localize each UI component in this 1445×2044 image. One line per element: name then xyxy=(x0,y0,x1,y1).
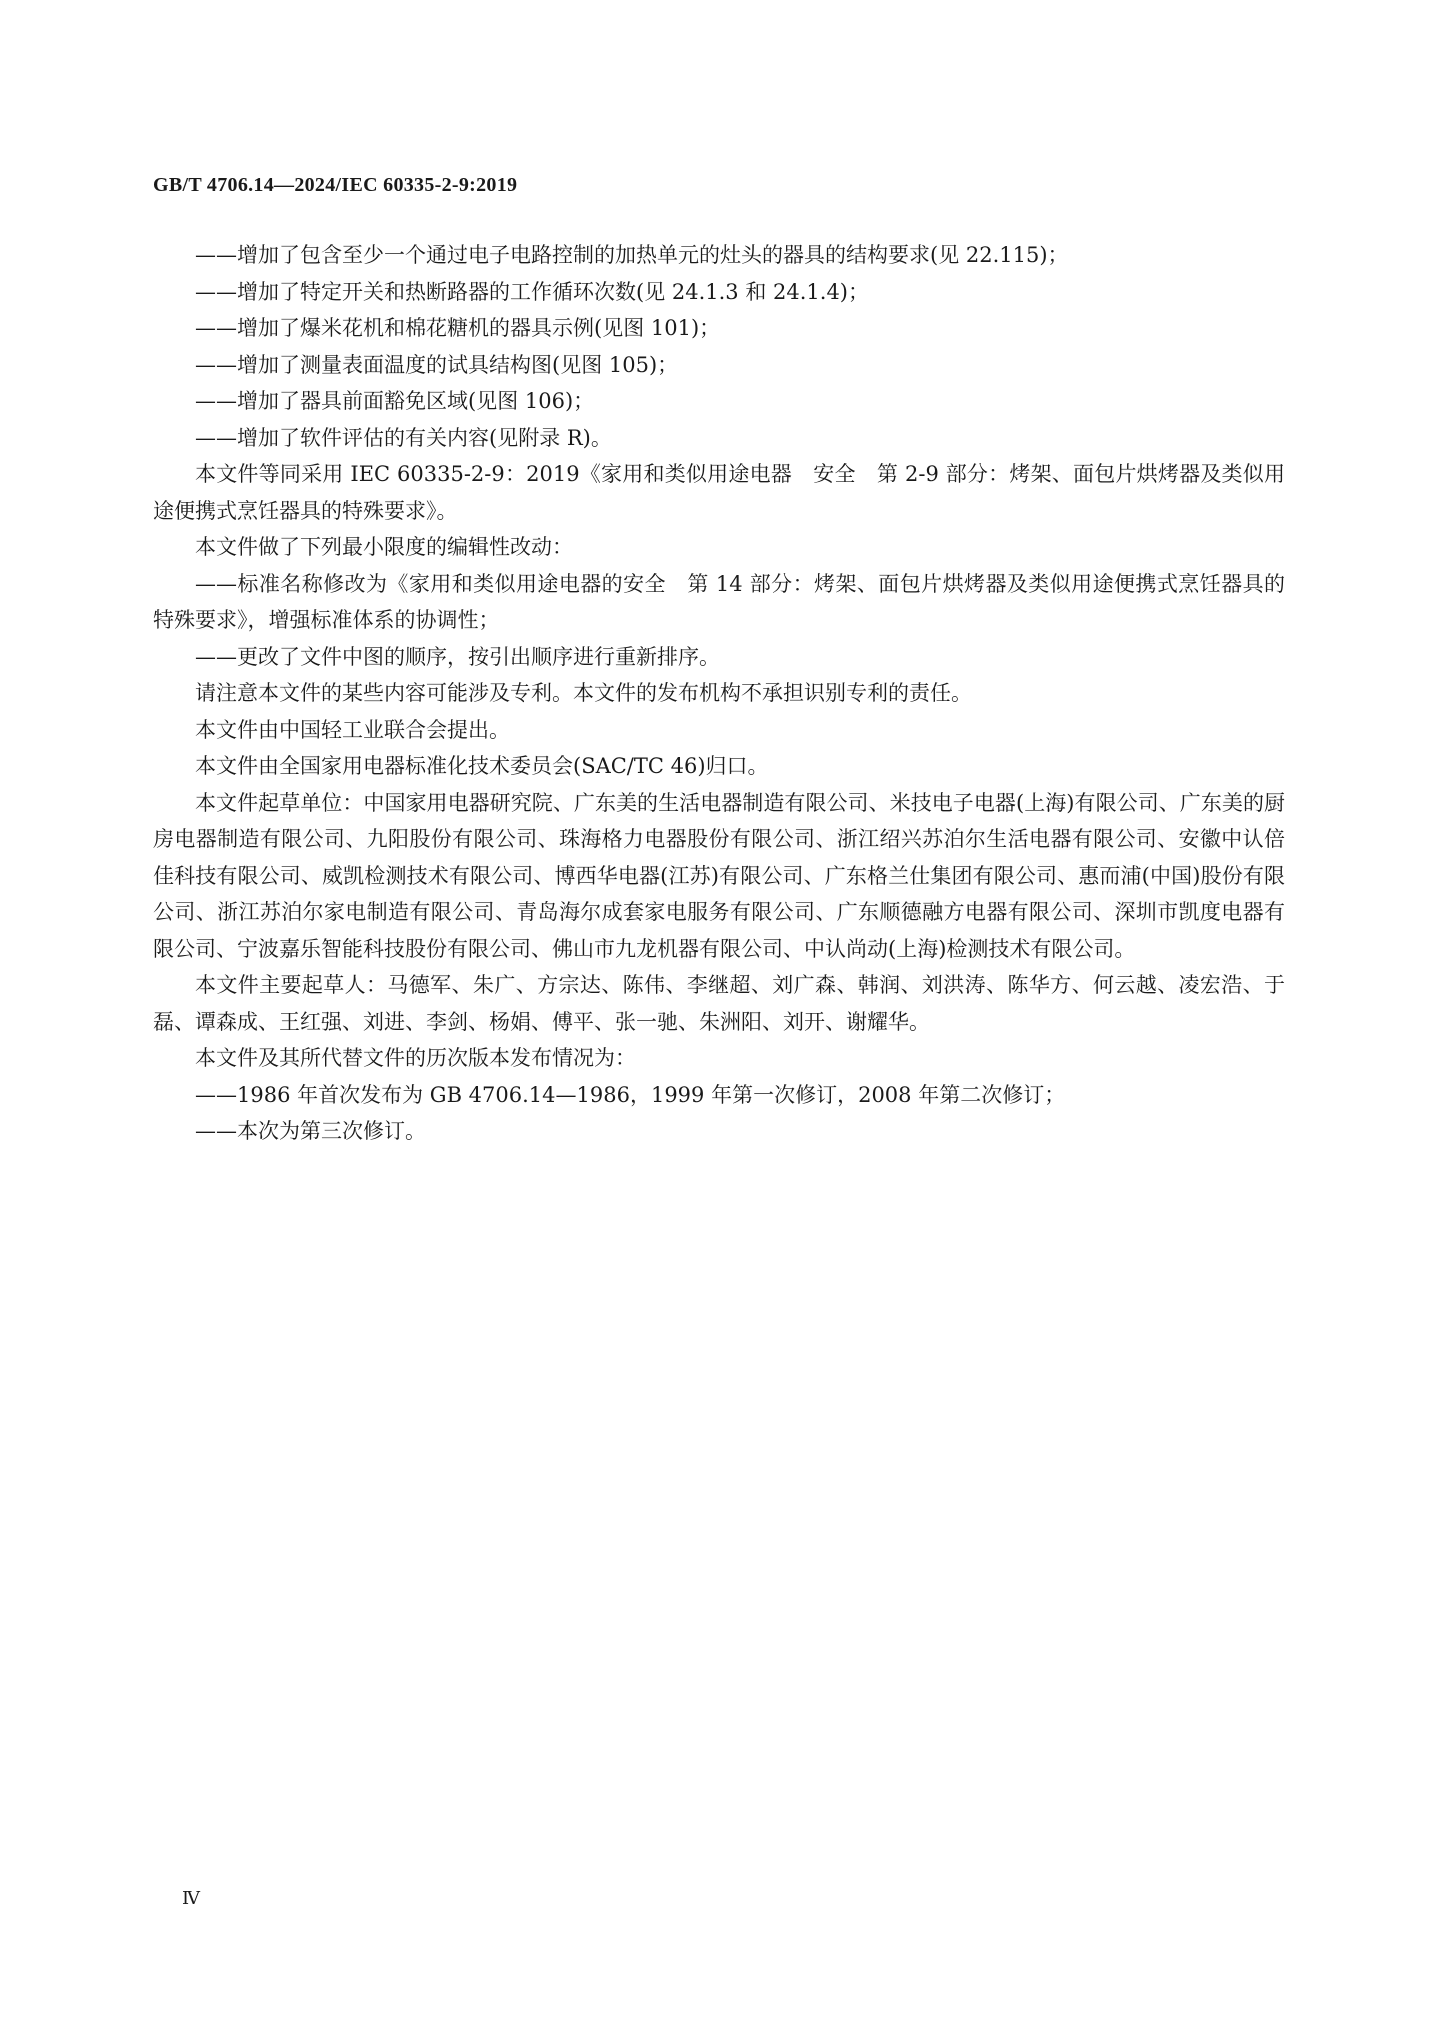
change-item-test-probe-figure: ——增加了测量表面温度的试具结构图(见图 105)； xyxy=(195,352,679,377)
standard-header: GB/T 4706.14—2024/IEC 60335-2-9:2019 xyxy=(153,174,518,196)
change-item-operation-cycles: ——增加了特定开关和热断路器的工作循环次数(见 24.1.3 和 24.1.4)； xyxy=(195,279,869,304)
proposer-statement: 本文件由中国轻工业联合会提出。 xyxy=(195,717,510,742)
version-history-intro: 本文件及其所代替文件的历次版本发布情况为： xyxy=(195,1046,636,1070)
technical-committee-statement: 本文件由全国家用电器标准化技术委员会(SAC/TC 46)归口。 xyxy=(195,754,769,778)
editorial-change-figure-order: ——更改了文件中图的顺序，按引出顺序进行重新排序。 xyxy=(195,644,720,669)
page-number: Ⅳ xyxy=(182,1888,200,1908)
version-history-item-1: ——1986 年首次发布为 GB 4706.14—1986，1999 年第一次修订，2008 年第二次修订； xyxy=(195,1082,1066,1107)
patent-notice: 请注意本文件的某些内容可能涉及专利。本文件的发布机构不承担识别专利的责任。 xyxy=(195,681,972,705)
main-drafters: 本文件主要起草人：马德军、朱广、方宗达、陈伟、李继超、刘广森、韩润、刘洪涛、陈华方、何云越、凌宏浩、于磊、谭森成、王红强、刘进、李剑、杨娟、傅平、张一驰、朱洲阳、刘开、谢耀华。 xyxy=(153,973,1285,1034)
change-item-exempt-area: ——增加了器具前面豁免区域(见图 106)； xyxy=(195,389,595,413)
adoption-statement: 本文件等同采用 IEC 60335-2-9：2019《家用和类似用途电器 安全 第 2-9 部分：烤架、面包片烘烤器及类似用途便携式烹饪器具的特殊要求》。 xyxy=(153,462,1285,523)
editorial-changes-intro: 本文件做了下列最小限度的编辑性改动： xyxy=(195,535,573,559)
drafting-organizations: 本文件起草单位：中国家用电器研究院、广东美的生活电器制造有限公司、米技电子电器(上海)有限公司、广东美的厨房电器制造有限公司、九阳股份有限公司、珠海格力电器股份有限公司、浙江绍兴苏泊尔生活电器有限公司、安徽中认倍佳科技有限公司、威凯检测技术有限公司、博西华电器(江苏)有限公司、广东格兰仕集团有限公司、惠而浦(中国)股份有限公司、浙江苏泊尔家电制造有限公司、青岛海尔成套家电服务有限公司、广东顺德融方电器有限公司、深圳市凯度电器有限公司、宁波嘉乐智能科技股份有限公司、佛山市九龙机器有限公司、中认尚动(上海)检测技术有限公司。 xyxy=(153,790,1285,961)
editorial-change-title: ——标准名称修改为《家用和类似用途电器的安全 第 14 部分：烤架、面包片烘烤器及类似用途便携式烹饪器具的特殊要求》，增强标准体系的协调性； xyxy=(153,571,1285,632)
version-history-item-2: ——本次为第三次修订。 xyxy=(195,1119,426,1143)
change-item-burner-structure: ——增加了包含至少一个通过电子电路控制的加热单元的灶头的器具的结构要求(见 22.115)； xyxy=(195,243,1069,267)
change-item-software-evaluation: ——增加了软件评估的有关内容(见附录 R)。 xyxy=(195,425,612,450)
document-body xyxy=(153,237,1285,1150)
change-item-popcorn-candyfloss: ——增加了爆米花机和棉花糖机的器具示例(见图 101)； xyxy=(195,316,721,340)
